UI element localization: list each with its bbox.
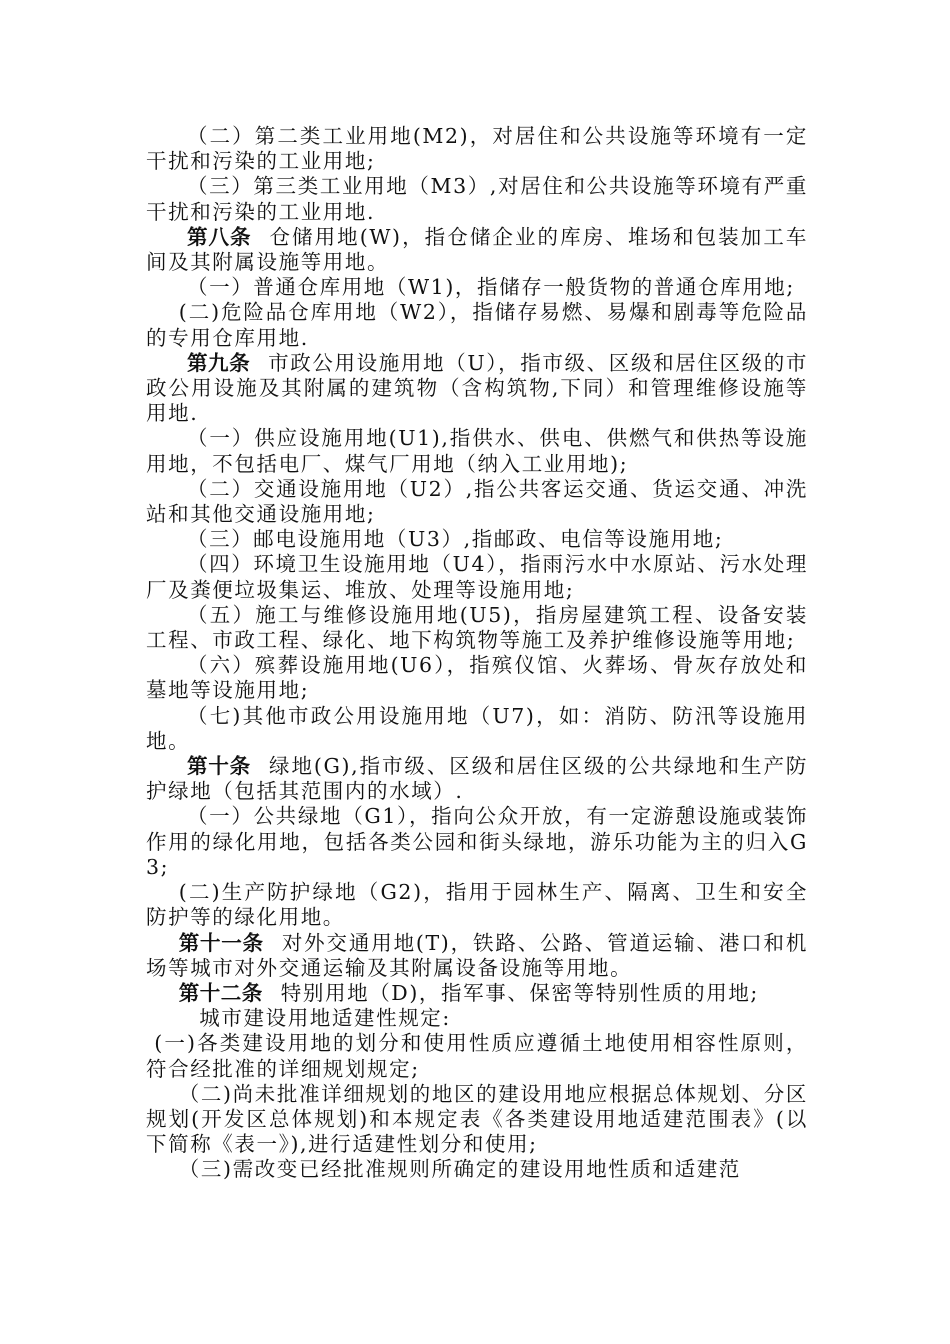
article-9: 第九条 市政公用设施用地（U），指市级、区级和居住区级的市政公用设施及其附属的建筑物（含构筑物,下同）和管理维修设施等用地.: [146, 350, 808, 426]
article-11: 第十一条 对外交通用地(T)，铁路、公路、管道运输、港口和机场等城市对外交通运输及其附属设备设施等用地。: [146, 930, 809, 980]
paragraph-rule-2: （二)尚未批准详细规划的地区的建设用地应根据总体规划、分区规划(开发区总体规划)和本规定表《各类建设用地适建范围表》(以下简称《表一》),进行适建性划分和使用;: [146, 1081, 808, 1157]
paragraph-u6: （六）殡葬设施用地(U6），指殡仪馆、火葬场、骨灰存放处和墓地等设施用地;: [146, 653, 808, 703]
article-heading: 第十二条: [178, 980, 263, 1005]
paragraph-u3: （三）邮电设施用地（U3）,指邮政、电信等设施用地;: [187, 527, 724, 552]
paragraph-m3: （三）第三类工业用地（M3）,对居住和公共设施等环境有严重干扰和污染的工业用地.: [146, 174, 808, 224]
paragraph-rule-3: （三)需改变已经批准规则所确定的建设用地性质和适建范: [178, 1157, 741, 1182]
paragraph-u2: （二）交通设施用地（U2）,指公共客运交通、货运交通、冲洗站和其他交通设施用地;: [146, 476, 808, 527]
article-10: 第十条 绿地(G),指市级、区级和居住区级的公共绿地和生产防护绿地（包括其范围内的水域）.: [146, 754, 808, 804]
document-page: [146, 124, 808, 1183]
article-heading: 第八条: [187, 224, 252, 249]
article-heading: 第十一条: [178, 930, 264, 955]
paragraph-g1: （一）公共绿地（G1），指向公众开放，有一定游憩设施或装饰作用的绿化用地，包括各类公园和街头绿地，游乐功能为主的归入G3;: [146, 804, 808, 879]
article-12: 第十二条 特别用地（D)，指军事、保密等特别性质的用地;: [178, 980, 759, 1005]
paragraph-m2: （二）第二类工业用地(M2)，对居住和公共设施等环境有一定干扰和污染的工业用地;: [146, 124, 808, 174]
paragraph-w2: (二)危险品仓库用地（W2），指储存易燃、易爆和剧毒等危险品的专用仓库用地.: [146, 300, 808, 350]
article-heading: 第九条: [187, 350, 251, 375]
paragraph-u7: （七)其他市政公用设施用地（U7)，如：消防、防汛等设施用地。: [146, 703, 808, 753]
paragraph-rule-1: (一)各类建设用地的划分和使用性质应遵循土地使用相容性原则，符合经批准的详细规划规定;: [146, 1031, 808, 1081]
paragraph-u5: （五）施工与维修设施用地(U5)，指房屋建筑工程、设备安装工程、市政工程、绿化、地下构筑物等施工及养护维修设施等用地;: [146, 602, 808, 653]
paragraph-u1: （一）供应设施用地(U1),指供水、供电、供燃气和供热等设施用地，不包括电厂、煤气厂用地（纳入工业用地);: [146, 426, 808, 476]
paragraph-suitability-title: 城市建设用地适建性规定:: [199, 1006, 451, 1031]
paragraph-g2: (二)生产防护绿地（G2)，指用于园林生产、隔离、卫生和安全防护等的绿化用地。: [146, 880, 808, 930]
paragraph-u4: （四）环境卫生设施用地（U4），指雨污水中水原站、污水处理厂及粪便垃圾集运、堆放、处理等设施用地;: [146, 552, 808, 602]
article-heading: 第十条: [187, 754, 252, 779]
article-8: 第八条 仓储用地(W)，指仓储企业的库房、堆场和包装加工车间及其附属设施等用地。: [146, 224, 808, 275]
paragraph-w1: （一）普通仓库用地（W1)，指储存一般货物的普通仓库用地;: [187, 275, 795, 300]
